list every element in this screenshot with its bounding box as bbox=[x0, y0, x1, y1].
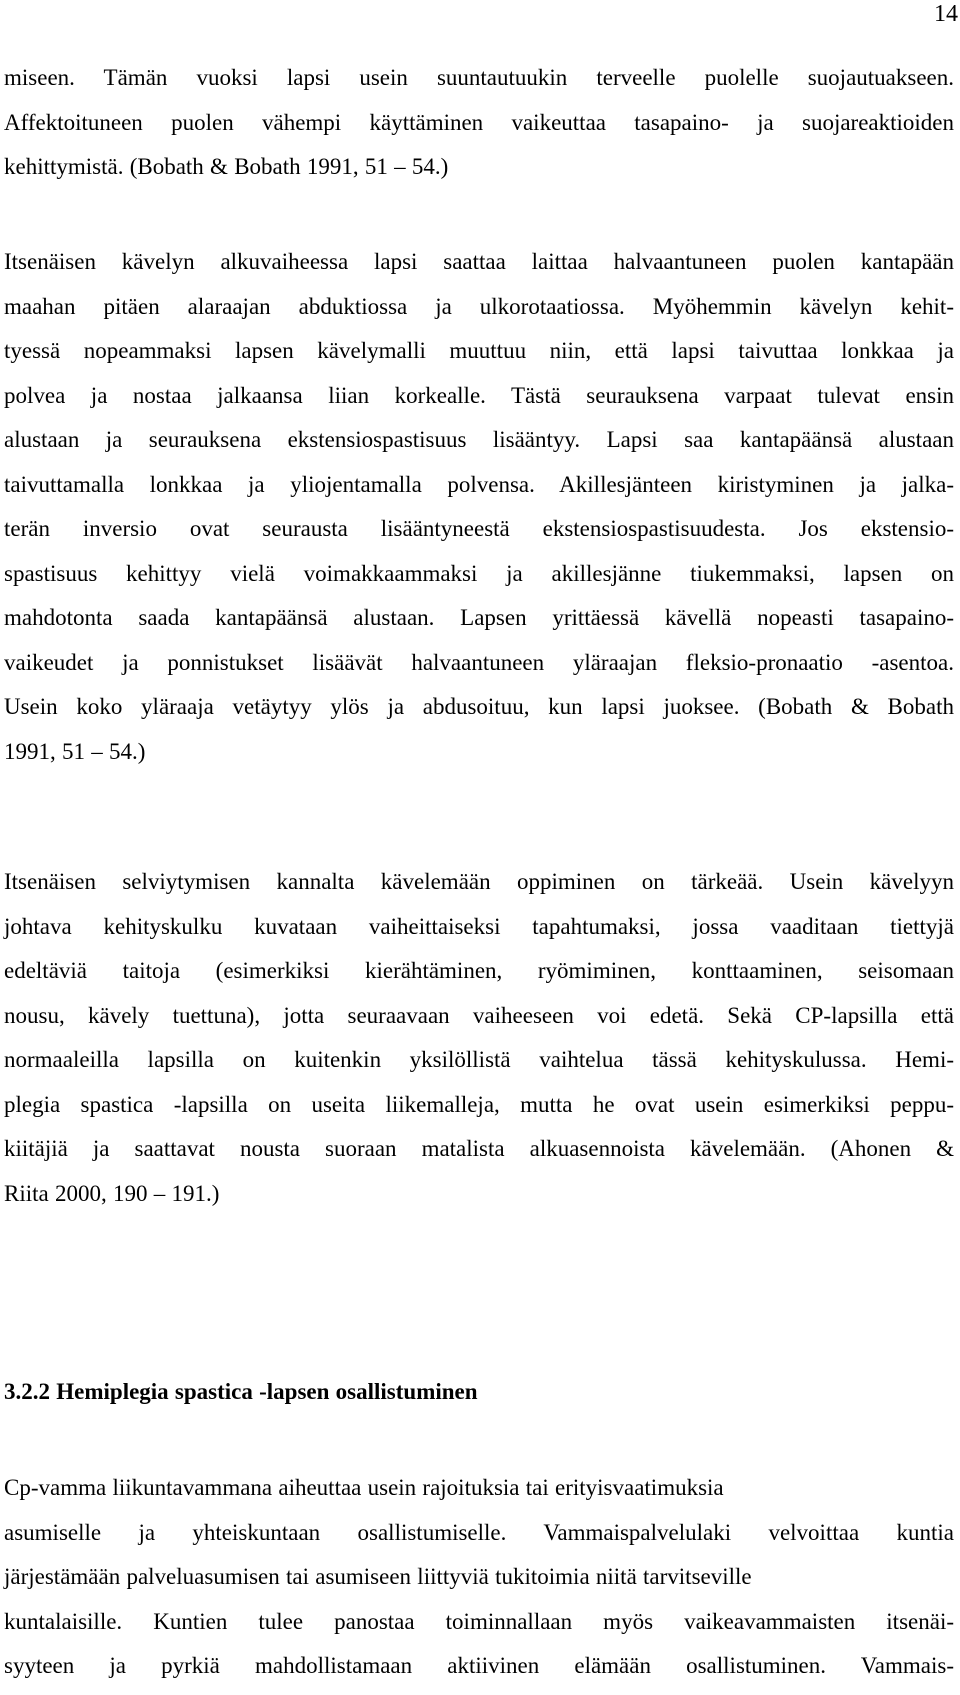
text-line: Itsenäisen kävelyn alkuvaiheessa lapsi saattaa laittaa halvaantuneen puolen kantapään bbox=[4, 249, 954, 274]
text-line: Riita 2000, 190 – 191.) bbox=[4, 1180, 220, 1206]
paragraph-4 bbox=[4, 1466, 954, 1689]
text-line: kuntalaisille. Kuntien tulee panostaa toiminnallaan myös vaikeavammaisten itsenäi- bbox=[4, 1608, 954, 1634]
text-line: alustaan ja seurauksena ekstensiospastisuus lisääntyy. Lapsi saa kantapäänsä alustaan bbox=[4, 427, 954, 452]
section-heading-text: 3.2.2 Hemiplegia spastica -lapsen osallistuminen bbox=[4, 1379, 478, 1404]
text-line: nousu, kävely tuettuna), jotta seuraavaan vaiheeseen voi edetä. Sekä CP-lapsilla että bbox=[4, 1002, 954, 1028]
text-line: syyteen ja pyrkiä mahdollistamaan aktiivinen elämään osallistuminen. Vammais- bbox=[4, 1653, 954, 1678]
text-line: Affektoituneen puolen vähempi käyttäminen vaikeuttaa tasapaino- ja suojareaktioiden bbox=[4, 109, 954, 135]
page-number: 14 bbox=[934, 1, 958, 27]
text-line: plegia spastica -lapsilla on useita liikemalleja, mutta he ovat usein esimerkiksi peppu- bbox=[4, 1091, 954, 1117]
text-line: Cp-vamma liikuntavammana aiheuttaa usein rajoituksia tai erityisvaatimuksia bbox=[4, 1475, 724, 1500]
text-line: edeltäviä taitoja (esimerkiksi kierähtäminen, ryömiminen, konttaaminen, seisomaan bbox=[4, 958, 954, 983]
text-line: miseen. Tämän vuoksi lapsi usein suuntautuukin terveelle puolelle suojautuakseen. bbox=[4, 65, 954, 90]
text-line: järjestämään palveluasumisen tai asumiseen liittyviä tukitoimia niitä tarvitseville bbox=[4, 1564, 752, 1589]
paragraph-1 bbox=[4, 56, 954, 190]
paragraph-2 bbox=[4, 240, 954, 774]
text-line: tyessä nopeammaksi lapsen kävelymalli muuttuu niin, että lapsi taivuttaa lonkkaa ja bbox=[4, 338, 954, 363]
text-line: Usein koko yläraaja vetäytyy ylös ja abdusoituu, kun lapsi juoksee. (Bobath & Bobath bbox=[4, 694, 954, 719]
text-line: maahan pitäen alaraajan abduktiossa ja ulkorotaatiossa. Myöhemmin kävelyn kehit- bbox=[4, 293, 954, 319]
text-line: terän inversio ovat seurausta lisääntyneestä ekstensiospastisuudesta. Jos ekstensio- bbox=[4, 516, 954, 541]
text-line: Itsenäisen selviytymisen kannalta kävelemään oppiminen on tärkeää. Usein kävelyyn bbox=[4, 869, 954, 894]
text-line: mahdotonta saada kantapäänsä alustaan. Lapsen yrittäessä kävellä nopeasti tasapaino- bbox=[4, 605, 954, 630]
text-line: johtava kehityskulku kuvataan vaiheittaiseksi tapahtumaksi, jossa vaaditaan tiettyjä bbox=[4, 913, 954, 939]
text-line: normaaleilla lapsilla on kuitenkin yksilöllistä vaihtelua tässä kehityskulussa. Hemi- bbox=[4, 1047, 954, 1072]
text-line: polvea ja nostaa jalkaansa liian korkealle. Tästä seurauksena varpaat tulevat ensin bbox=[4, 382, 954, 408]
text-line: 1991, 51 – 54.) bbox=[4, 738, 146, 764]
text-line: kehittymistä. (Bobath & Bobath 1991, 51 – 54.) bbox=[4, 154, 449, 179]
section-heading bbox=[4, 1370, 954, 1415]
paragraph-3 bbox=[4, 860, 954, 1216]
text-line: taivuttamalla lonkkaa ja yliojentamalla polvensa. Akillesjänteen kiristyminen ja jalka- bbox=[4, 471, 954, 497]
text-line: kiitäjiä ja saattavat nousta suoraan matalista alkuasennoista kävelemään. (Ahonen & bbox=[4, 1136, 954, 1161]
text-line: asumiselle ja yhteiskuntaan osallistumiselle. Vammaispalvelulaki velvoittaa kuntia bbox=[4, 1519, 954, 1545]
text-line: spastisuus kehittyy vielä voimakkaammaksi ja akillesjänne tiukemmaksi, lapsen on bbox=[4, 560, 954, 586]
text-line: vaikeudet ja ponnistukset lisäävät halvaantuneen yläraajan fleksio-pronaatio -asentoa. bbox=[4, 649, 954, 675]
